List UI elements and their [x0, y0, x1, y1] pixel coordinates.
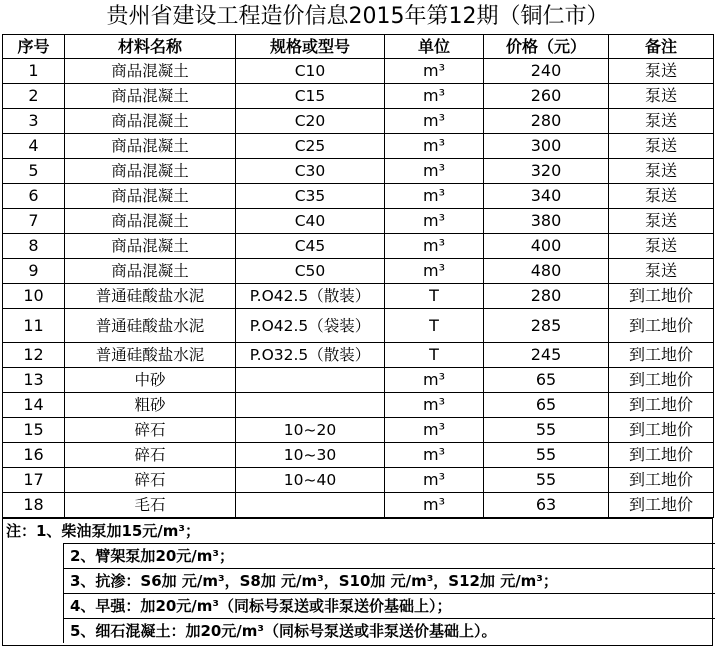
cell-price: 55 [484, 443, 609, 468]
cell-spec: C40 [236, 209, 385, 234]
cell-spec [236, 368, 385, 393]
cell-note: 泵送 [609, 59, 714, 84]
cell-spec [236, 393, 385, 418]
header-note: 备注 [609, 35, 714, 59]
cell-no: 17 [3, 468, 65, 493]
cell-unit: m³ [385, 493, 484, 518]
table-row [3, 284, 714, 309]
cell-name: 中砂 [65, 368, 236, 393]
note-5: 5、细石混凝土：加20元/m³（同标号泵送或非泵送价基础上）。 [63, 618, 715, 643]
cell-note: 泵送 [609, 234, 714, 259]
cell-price: 280 [484, 284, 609, 309]
cell-price: 260 [484, 84, 609, 109]
cell-no: 7 [3, 209, 65, 234]
table-row [3, 418, 714, 443]
cell-price: 380 [484, 209, 609, 234]
cell-price: 55 [484, 468, 609, 493]
table-row [3, 309, 714, 343]
cell-price: 285 [484, 309, 609, 343]
cell-note: 泵送 [609, 134, 714, 159]
cell-name: 商品混凝土 [65, 184, 236, 209]
cell-price: 240 [484, 59, 609, 84]
header-row [3, 35, 714, 59]
cell-unit: m³ [385, 234, 484, 259]
cell-spec: 10~20 [236, 418, 385, 443]
cell-spec: C15 [236, 84, 385, 109]
cell-note: 到工地价 [609, 468, 714, 493]
cell-no: 4 [3, 134, 65, 159]
table-row [3, 493, 714, 518]
cell-no: 12 [3, 343, 65, 368]
cell-unit: m³ [385, 109, 484, 134]
cell-note: 到工地价 [609, 443, 714, 468]
cell-note: 泵送 [609, 159, 714, 184]
cell-unit: m³ [385, 368, 484, 393]
cell-price: 63 [484, 493, 609, 518]
cell-unit: m³ [385, 393, 484, 418]
cell-note: 到工地价 [609, 309, 714, 343]
cell-note: 泵送 [609, 84, 714, 109]
table-row [3, 209, 714, 234]
cell-name: 商品混凝土 [65, 159, 236, 184]
cell-name: 商品混凝土 [65, 234, 236, 259]
table-row [3, 59, 714, 84]
cell-no: 8 [3, 234, 65, 259]
cell-unit: m³ [385, 418, 484, 443]
sheet-title: 贵州省建设工程造价信息2015年第12期（铜仁市） [106, 4, 609, 29]
cell-no: 2 [3, 84, 65, 109]
cell-no: 6 [3, 184, 65, 209]
cell-spec: 10~30 [236, 443, 385, 468]
cell-unit: m³ [385, 209, 484, 234]
note-4: 4、早强：加20元/m³（同标号泵送或非泵送价基础上）； [63, 593, 715, 618]
cell-no: 16 [3, 443, 65, 468]
header-no: 序号 [3, 35, 65, 59]
header-name: 材料名称 [65, 35, 236, 59]
cell-unit: m³ [385, 59, 484, 84]
cell-unit: T [385, 309, 484, 343]
cell-price: 480 [484, 259, 609, 284]
cell-spec [236, 493, 385, 518]
cell-spec: P.O42.5（散装） [236, 284, 385, 309]
cell-unit: T [385, 343, 484, 368]
cell-unit: T [385, 284, 484, 309]
cell-note: 到工地价 [609, 493, 714, 518]
cell-name: 普通硅酸盐水泥 [65, 343, 236, 368]
cell-name: 商品混凝土 [65, 134, 236, 159]
cell-no: 5 [3, 159, 65, 184]
cell-spec: C45 [236, 234, 385, 259]
cell-unit: m³ [385, 159, 484, 184]
cell-spec: C25 [236, 134, 385, 159]
cell-name: 粗砂 [65, 393, 236, 418]
cell-no: 13 [3, 368, 65, 393]
cell-spec: P.O42.5（袋装） [236, 309, 385, 343]
header-spec: 规格或型号 [236, 35, 385, 59]
cell-spec: C30 [236, 159, 385, 184]
cell-spec: C20 [236, 109, 385, 134]
cell-note: 到工地价 [609, 343, 714, 368]
table-row [3, 368, 714, 393]
table-row [3, 443, 714, 468]
table-row [3, 159, 714, 184]
table-row [3, 343, 714, 368]
cell-name: 普通硅酸盐水泥 [65, 284, 236, 309]
table-row [3, 234, 714, 259]
table-row [3, 259, 714, 284]
cell-name: 普通硅酸盐水泥 [65, 309, 236, 343]
cell-unit: m³ [385, 468, 484, 493]
table-row [3, 84, 714, 109]
cell-name: 商品混凝土 [65, 259, 236, 284]
cell-name: 商品混凝土 [65, 84, 236, 109]
cell-no: 1 [3, 59, 65, 84]
cell-unit: m³ [385, 443, 484, 468]
cell-name: 商品混凝土 [65, 109, 236, 134]
cell-price: 65 [484, 368, 609, 393]
note-1: 注：1、柴油泵加15元/m³； [6, 522, 200, 540]
cell-unit: m³ [385, 184, 484, 209]
cell-spec: 10~40 [236, 468, 385, 493]
cell-unit: m³ [385, 259, 484, 284]
cell-note: 到工地价 [609, 284, 714, 309]
header-price: 价格（元） [484, 35, 609, 59]
note-3: 3、抗渗：S6加 元/m³，S8加 元/m³，S10加 元/m³，S12加 元/m³； [63, 568, 715, 593]
cell-price: 320 [484, 159, 609, 184]
cell-name: 商品混凝土 [65, 209, 236, 234]
cell-unit: m³ [385, 134, 484, 159]
cell-no: 3 [3, 109, 65, 134]
table-row [3, 184, 714, 209]
cell-price: 245 [484, 343, 609, 368]
cell-spec: C35 [236, 184, 385, 209]
cell-name: 碎石 [65, 468, 236, 493]
cell-note: 到工地价 [609, 418, 714, 443]
cell-price: 280 [484, 109, 609, 134]
cell-price: 55 [484, 418, 609, 443]
cell-no: 18 [3, 493, 65, 518]
cell-spec: P.O32.5（散装） [236, 343, 385, 368]
cell-name: 碎石 [65, 418, 236, 443]
cell-note: 到工地价 [609, 368, 714, 393]
cell-no: 11 [3, 309, 65, 343]
table-row [3, 109, 714, 134]
header-unit: 单位 [385, 35, 484, 59]
table-row [3, 468, 714, 493]
cell-price: 340 [484, 184, 609, 209]
notes-block [2, 518, 713, 646]
cell-unit: m³ [385, 84, 484, 109]
note-2: 2、臂架泵加20元/m³； [63, 543, 715, 568]
cell-no: 15 [3, 418, 65, 443]
cell-note: 泵送 [609, 259, 714, 284]
table-row [3, 393, 714, 418]
cell-note: 泵送 [609, 209, 714, 234]
cell-no: 10 [3, 284, 65, 309]
cell-name: 毛石 [65, 493, 236, 518]
cell-no: 14 [3, 393, 65, 418]
table-row [3, 134, 714, 159]
cell-spec: C10 [236, 59, 385, 84]
cell-name: 商品混凝土 [65, 59, 236, 84]
cell-price: 300 [484, 134, 609, 159]
cell-spec: C50 [236, 259, 385, 284]
cell-note: 到工地价 [609, 393, 714, 418]
price-table [2, 34, 714, 518]
cell-price: 400 [484, 234, 609, 259]
cell-note: 泵送 [609, 184, 714, 209]
cell-name: 碎石 [65, 443, 236, 468]
cell-no: 9 [3, 259, 65, 284]
cell-price: 65 [484, 393, 609, 418]
cell-note: 泵送 [609, 109, 714, 134]
